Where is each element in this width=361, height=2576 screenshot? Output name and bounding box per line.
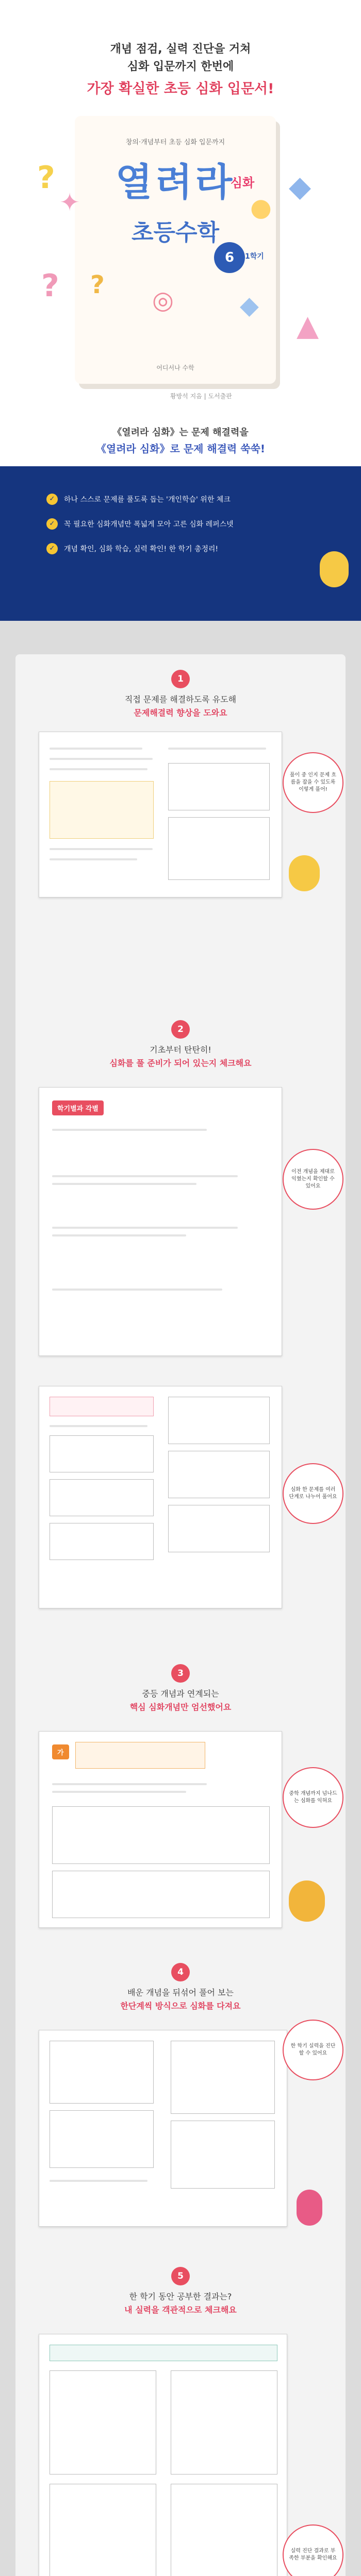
annotation-bubble: 중학 개념까지 넘나드는 심화를 익혀요 [283, 1767, 343, 1828]
step-2-page [39, 1087, 282, 1356]
question-mark-icon: ? [41, 268, 59, 304]
mascot-illustration [297, 2190, 322, 2226]
feature-list [46, 487, 325, 561]
step-5-title: 한 학기 동안 공부한 결과는? 내 실력을 객관적으로 체크해요 [124, 2292, 237, 2315]
book-tagline: 창의·개념부터 초등 심화 입문까지 [125, 139, 225, 146]
question-mark-icon: ? [90, 270, 105, 299]
mascot-illustration [289, 855, 320, 891]
step-1-title: 직접 문제를 해결하도록 유도해 문제해결력 향상을 도와요 [124, 694, 237, 718]
step-3-page [39, 1731, 282, 1928]
semester-label: 1학기 [245, 252, 264, 261]
star-shape-icon: ✦ [59, 188, 80, 217]
hero-line1: 개념 점검, 실력 진단을 거쳐 [110, 43, 251, 56]
annotation-bubble: 심화 한 문제를 여러 단계로 나누어 풀어요 [283, 1463, 343, 1524]
book-title: 열려라 [115, 160, 236, 205]
step-2-spread [39, 1386, 282, 1608]
unit-chip: 학기별과 각별 [52, 1100, 104, 1115]
unit-chip: 가 [52, 1744, 69, 1759]
ring-shape-icon: ◎ [152, 286, 174, 315]
step-3-badge: 3 [171, 1664, 190, 1683]
step-1-spread [39, 732, 282, 897]
question-mark-icon: ? [37, 160, 55, 196]
step-5-badge: 5 [171, 2267, 190, 2285]
annotation-bubble: 풀이 중 인지 문제 흐름을 잡을 수 있도록 이렇게 풀어! [283, 752, 343, 813]
book-subtitle: 초등수학 [131, 219, 219, 246]
step-5-spread [39, 2334, 287, 2576]
hero-author: 황방석 지음 | 도서출판 [170, 393, 232, 400]
step-3-title: 중등 개념과 연계되는 핵심 심화개념만 엄선했어요 [129, 1689, 232, 1712]
step-1-badge: 1 [171, 670, 190, 688]
check-icon: ✓ [46, 543, 58, 554]
feature-item: ✓ 개념 확인, 심화 학습, 실력 확인! 한 학기 총정리! [46, 536, 325, 561]
cube-shape-icon: ◆ [289, 170, 311, 204]
content-panel [15, 654, 346, 2576]
step-2-title: 기초부터 탄탄히! 심화를 풀 준비가 되어 있는지 체크해요 [109, 1045, 252, 1068]
check-icon: ✓ [46, 494, 58, 505]
hero-line2: 심화 입문까지 한번에 [127, 60, 234, 73]
check-icon: ✓ [46, 518, 58, 530]
mascot-illustration [320, 551, 349, 587]
annotation-bubble: 한 학기 실력을 진단할 수 있어요 [283, 2020, 343, 2080]
cylinder-shape-icon: ● [250, 193, 272, 222]
cube-shape-icon: ◆ [240, 291, 259, 320]
hero-headline: 가장 확실한 초등 심화 입문서! [87, 81, 274, 97]
cone-shape-icon: ▲ [297, 309, 319, 343]
annotation-bubble: 실력 진단 결과로 부족한 부분을 확인해요 [283, 2524, 343, 2576]
feature-item: ✓ 하나 스스로 문제를 풀도록 돕는 '개인학습' 위한 체크 [46, 487, 325, 512]
mascot-illustration [289, 1880, 325, 1922]
annotation-bubble: 이전 개념을 제대로 익혔는지 확인할 수 있어요 [283, 1149, 343, 1210]
hero-question: 《열려라 심화》는 문제 해결력을 [112, 427, 249, 438]
book-cover [59, 116, 276, 384]
book-title-side: 심화 [230, 176, 255, 190]
step-2-badge: 2 [171, 1020, 190, 1039]
step-4-badge: 4 [171, 1963, 190, 1981]
hero-answer: 《열려라 심화》로 문제 해결력 쑥쑥! [95, 443, 266, 455]
grade-badge: 6 [214, 242, 245, 273]
book-publisher: 어디서나 수학 [156, 364, 194, 371]
step-4-title: 배운 개념을 뒤섞어 풀어 보는 한단계씩 방식으로 심화를 다져요 [120, 1988, 241, 2011]
feature-item: ✓ 꼭 필요한 심화개념만 폭넓게 모아 고른 심화 레퍼스넷 [46, 512, 325, 536]
step-4-spread [39, 2030, 287, 2227]
